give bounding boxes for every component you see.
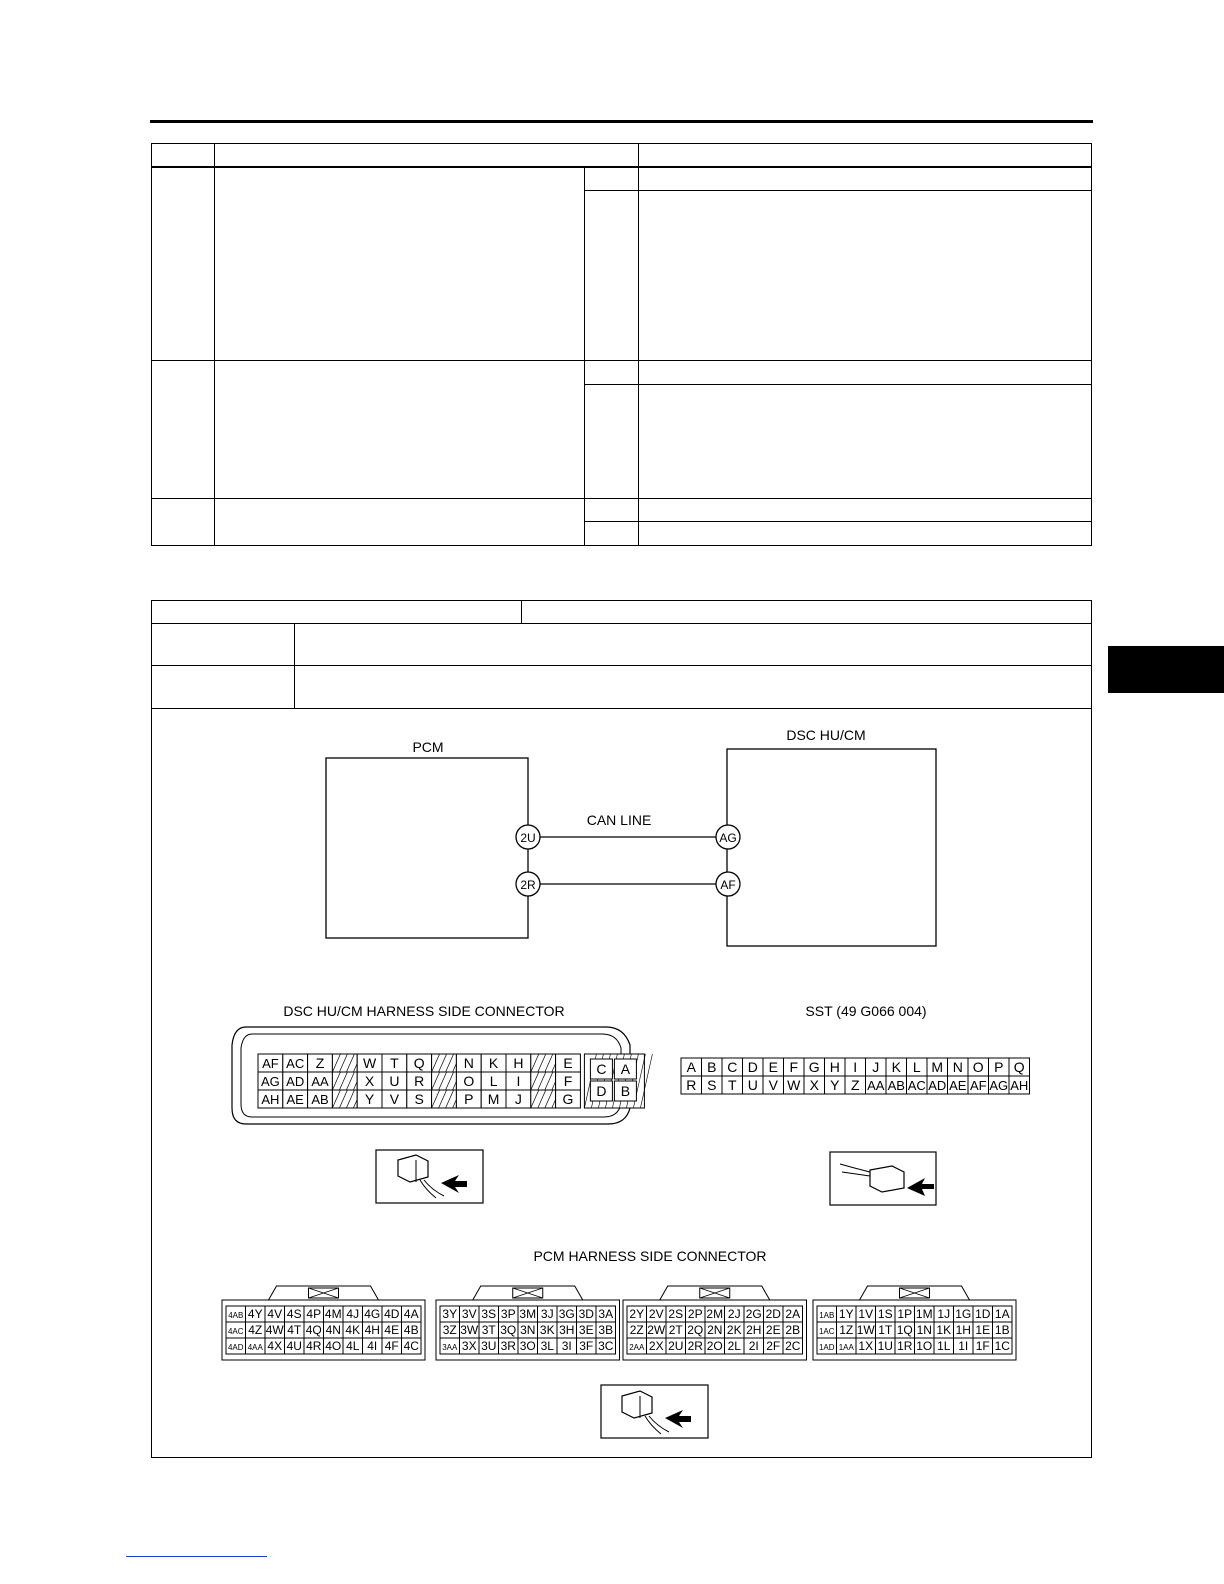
pcm-pin-label: 2T <box>668 1323 683 1337</box>
sst-pin-label: AE <box>949 1078 967 1093</box>
pcm-pin-label: 2U <box>668 1339 684 1353</box>
pcm-pin-label: 1J <box>937 1307 951 1321</box>
pcm-pin-label: 4N <box>325 1323 341 1337</box>
pcm-pin-label: 3X <box>461 1339 477 1353</box>
pcm-pin-label: 3R <box>500 1339 516 1353</box>
dsc-pin-label: U <box>389 1073 400 1089</box>
pcm-pin-label: 4Z <box>248 1323 263 1337</box>
pcm-pin-label: 4E <box>384 1323 400 1337</box>
pcm-pin-label: 3D <box>578 1307 594 1321</box>
sst-pin-label: Q <box>1013 1059 1025 1075</box>
pcm-pin-label: 4Y <box>247 1307 263 1321</box>
pcm-pin-label: 4X <box>267 1339 283 1353</box>
pcm-pin-label: 3O <box>519 1339 536 1353</box>
pcm-pin-label: 3F <box>579 1339 594 1353</box>
sst-pin-label: AB <box>887 1078 905 1093</box>
pcm-pin-label: 1A <box>994 1307 1010 1321</box>
pcm-pin-label: 4B <box>403 1323 419 1337</box>
pcm-pin-label: 1S <box>877 1307 893 1321</box>
pcm-pin-label: 3L <box>540 1339 554 1353</box>
sst-pin-label: AG <box>989 1078 1009 1093</box>
dsc-pin-label: F <box>563 1073 573 1089</box>
pcm-pin-label: 1C <box>994 1339 1010 1353</box>
pcm-pin-label: 4U <box>286 1339 302 1353</box>
dsc-pin-label: M <box>487 1091 500 1107</box>
pcm-pin-label: 2H <box>746 1323 762 1337</box>
pcm-pin-label: 2W <box>647 1323 666 1337</box>
pcm-connector-title: PCM HARNESS SIDE CONNECTOR <box>533 1248 767 1264</box>
sst-pin-label: H <box>829 1059 840 1075</box>
pcm-pin-label: 2P <box>687 1307 703 1321</box>
pcm-pin-label: 2C <box>785 1339 801 1353</box>
dsc-pin-label: AB <box>311 1092 329 1107</box>
pcm-pin-label: 4AA <box>247 1343 263 1352</box>
pcm-pin-label: 4J <box>346 1307 360 1321</box>
pcm-pin-label: 2N <box>707 1323 723 1337</box>
sst-pin-label: J <box>872 1059 880 1075</box>
dsc-pin-label: Y <box>364 1091 375 1107</box>
sst-pin-label: C <box>727 1059 738 1075</box>
pcm-pin-label: 1AD <box>818 1343 835 1352</box>
pcm-pin-label: 4AD <box>227 1343 244 1352</box>
pcm-pin-label: 3W <box>460 1323 479 1337</box>
pcm-pin-label: 2K <box>726 1323 742 1337</box>
terminal-ag-label: AG <box>719 831 737 845</box>
sst-pin-label: O <box>972 1059 984 1075</box>
pcm-pin-label: 1M <box>915 1307 933 1321</box>
dsc-pin-label: S <box>414 1091 424 1107</box>
pcm-pin-label: 1D <box>975 1307 991 1321</box>
dsc-pin-label: V <box>389 1091 400 1107</box>
pcm-pin-label: 2L <box>727 1339 741 1353</box>
dsc-pin-label: L <box>489 1073 498 1089</box>
pcm-pin-label: 2R <box>687 1339 703 1353</box>
sst-pin-label: K <box>891 1059 901 1075</box>
pcm-pin-label: 1T <box>878 1323 893 1337</box>
dsc-box <box>727 749 936 946</box>
dsc-pin-label: J <box>514 1091 522 1107</box>
pcm-pin-label: 2Q <box>687 1323 704 1337</box>
pcm-pin-label: 3Z <box>442 1323 457 1337</box>
pcm-pin-label: 4O <box>325 1339 342 1353</box>
dsc-pin-label: R <box>414 1073 425 1089</box>
dsc-pin-label: Q <box>413 1055 425 1071</box>
pcm-pin-label: 1P <box>897 1307 913 1321</box>
dsc-side-pin-label: D <box>596 1083 607 1099</box>
pcm-pin-label: 2D <box>765 1307 781 1321</box>
pcm-pin-label: 2B <box>785 1323 801 1337</box>
connector-view-icon <box>830 1152 936 1205</box>
pcm-pin-label: 1B <box>994 1323 1010 1337</box>
pcm-pin-label: 2O <box>706 1339 723 1353</box>
pcm-pin-label: 1W <box>856 1323 875 1337</box>
dsc-side-pin-label: C <box>596 1061 607 1077</box>
dsc-side-pin-label: B <box>620 1083 631 1099</box>
sst-pin-label: L <box>912 1059 921 1075</box>
pcm-pin-label: 3N <box>520 1323 536 1337</box>
pcm-pin-label: 1N <box>916 1323 932 1337</box>
pcm-pin-label: 1K <box>936 1323 952 1337</box>
pcm-pin-label: 3V <box>461 1307 477 1321</box>
sst-pin-label: AH <box>1010 1078 1029 1093</box>
sst-pin-label: T <box>727 1077 737 1093</box>
pcm-pin-label: 4G <box>364 1307 381 1321</box>
dsc-pin-label: AE <box>286 1092 304 1107</box>
pcm-pin-label: 3T <box>481 1323 496 1337</box>
pcm-pin-label: 1X <box>858 1339 874 1353</box>
dsc-pin-label: AG <box>261 1074 280 1089</box>
pcm-pin-label: 1U <box>877 1339 893 1353</box>
pcm-pin-label: 2J <box>727 1307 741 1321</box>
sst-pin-label: M <box>931 1059 944 1075</box>
pcm-pin-label: 4L <box>346 1339 360 1353</box>
pcm-pin-label: 3C <box>598 1339 614 1353</box>
dsc-pin-label: Z <box>315 1055 325 1071</box>
dsc-pin-label: AA <box>311 1074 329 1089</box>
sst-pin-label: U <box>747 1077 758 1093</box>
sst-pin-label: F <box>789 1059 799 1075</box>
pcm-connector-grid <box>222 1286 1016 1360</box>
sst-pin-label: E <box>768 1059 778 1075</box>
dsc-pin-label: X <box>364 1073 375 1089</box>
pcm-pin-label: 3P <box>500 1307 516 1321</box>
terminal-af-label: AF <box>720 878 736 892</box>
pcm-pin-label: 3I <box>561 1339 572 1353</box>
pcm-pin-label: 1AB <box>819 1311 835 1320</box>
pcm-pin-label: 4V <box>267 1307 283 1321</box>
pcm-pin-label: 1E <box>975 1323 991 1337</box>
sst-pin-label: V <box>768 1077 778 1093</box>
pcm-pin-label: 4R <box>306 1339 322 1353</box>
sst-connector-grid <box>681 1058 1030 1094</box>
pcm-pin-label: 4P <box>306 1307 322 1321</box>
sst-pin-label: I <box>853 1059 858 1075</box>
dsc-pin-label: P <box>464 1091 474 1107</box>
sst-pin-label: AA <box>867 1078 885 1093</box>
sst-pin-label: A <box>686 1059 696 1075</box>
sst-pin-label: D <box>747 1059 758 1075</box>
sst-pin-label: AC <box>907 1078 926 1093</box>
pcm-pin-label: 3K <box>539 1323 555 1337</box>
pcm-pin-label: 2X <box>648 1339 664 1353</box>
pcm-pin-label: 3M <box>519 1307 537 1321</box>
sst-pin-label: AF <box>969 1078 987 1093</box>
pcm-pin-label: 1L <box>937 1339 951 1353</box>
pcm-pin-label: 2G <box>745 1307 762 1321</box>
connector-view-icon <box>601 1385 708 1438</box>
can-line-label: CAN LINE <box>586 812 652 828</box>
pcm-pin-label: 1V <box>858 1307 874 1321</box>
pcm-pin-label: 1Q <box>896 1323 913 1337</box>
pcm-pin-label: 3E <box>578 1323 594 1337</box>
terminal-2u-label: 2U <box>520 831 536 845</box>
pcm-pin-label: 2A <box>785 1307 801 1321</box>
dsc-pin-label: K <box>488 1055 499 1071</box>
pcm-pin-label: 4F <box>384 1339 399 1353</box>
pcm-pin-label: 4W <box>265 1323 284 1337</box>
pcm-pin-label: 4M <box>324 1307 342 1321</box>
dsc-pin-label: E <box>563 1055 573 1071</box>
pcm-pin-label: 1F <box>975 1339 990 1353</box>
dsc-pin-label: H <box>513 1055 524 1071</box>
sst-pin-label: G <box>808 1059 820 1075</box>
dsc-label: DSC HU/CM <box>786 727 866 743</box>
pcm-pin-label: 3AA <box>442 1343 458 1352</box>
pcm-pin-label: 3B <box>598 1323 614 1337</box>
pcm-pin-label: 2M <box>706 1307 724 1321</box>
pcm-pin-label: 3Q <box>500 1323 517 1337</box>
pcm-pin-label: 4AB <box>228 1311 244 1320</box>
pcm-pin-label: 2S <box>668 1307 684 1321</box>
sst-pin-label: N <box>952 1059 963 1075</box>
dsc-pin-label: AH <box>261 1092 280 1107</box>
pcm-pin-label: 4C <box>403 1339 419 1353</box>
sst-pin-label: AD <box>928 1078 947 1093</box>
pcm-pin-label: 1I <box>958 1339 969 1353</box>
pcm-pin-label: 1H <box>955 1323 971 1337</box>
pcm-pin-label: 2Y <box>629 1307 645 1321</box>
dsc-connector-grid <box>258 1054 652 1108</box>
pcm-pin-label: 2I <box>748 1339 759 1353</box>
dsc-pin-label: T <box>390 1055 399 1071</box>
terminal-2r-label: 2R <box>520 878 536 892</box>
pcm-pin-label: 1Z <box>839 1323 854 1337</box>
pcm-pin-label: 3H <box>559 1323 575 1337</box>
sst-pin-label: W <box>787 1077 801 1093</box>
pcm-pin-label: 4D <box>384 1307 400 1321</box>
pcm-pin-label: 3G <box>558 1307 575 1321</box>
pcm-pin-label: 1O <box>916 1339 933 1353</box>
pcm-pin-label: 2F <box>766 1339 781 1353</box>
sst-title: SST (49 G066 004) <box>805 1003 927 1019</box>
pcm-pin-label: 4I <box>367 1339 378 1353</box>
dsc-connector-title: DSC HU/CM HARNESS SIDE CONNECTOR <box>283 1003 565 1019</box>
pcm-pin-label: 4S <box>286 1307 302 1321</box>
pcm-pin-label: 3S <box>481 1307 497 1321</box>
pcm-pin-label: 4A <box>403 1307 419 1321</box>
dsc-pin-label: N <box>463 1055 474 1071</box>
pcm-pin-label: 4AC <box>227 1327 244 1336</box>
sst-pin-label: R <box>686 1077 697 1093</box>
pcm-pin-label: 1AA <box>838 1343 854 1352</box>
dsc-side-pin-label: A <box>620 1061 631 1077</box>
dsc-pin-label: W <box>362 1055 377 1071</box>
pcm-pin-label: 1R <box>897 1339 913 1353</box>
pcm-pin-label: 3U <box>481 1339 497 1353</box>
pcm-pin-label: 2E <box>765 1323 781 1337</box>
pcm-pin-label: 1AC <box>818 1327 835 1336</box>
sst-pin-label: Z <box>850 1077 860 1093</box>
dsc-pin-label: AC <box>286 1056 305 1071</box>
pcm-pin-label: 4T <box>287 1323 302 1337</box>
sst-pin-label: X <box>809 1077 819 1093</box>
pcm-pin-label: 4K <box>345 1323 361 1337</box>
dsc-pin-label: I <box>516 1073 521 1089</box>
sst-pin-label: B <box>707 1059 717 1075</box>
pcm-pin-label: 3J <box>540 1307 554 1321</box>
pcm-pin-label: 4H <box>364 1323 380 1337</box>
pcm-box <box>326 758 528 938</box>
pcm-pin-label: 2AA <box>629 1343 645 1352</box>
dsc-pin-label: AF <box>262 1056 279 1071</box>
sst-pin-label: Y <box>830 1077 840 1093</box>
pcm-label: PCM <box>412 739 444 755</box>
dsc-pin-label: O <box>463 1073 475 1089</box>
sst-pin-label: P <box>994 1059 1004 1075</box>
dsc-pin-label: AD <box>286 1074 305 1089</box>
pcm-pin-label: 4Q <box>305 1323 322 1337</box>
pcm-pin-label: 2Z <box>629 1323 644 1337</box>
pcm-pin-label: 3A <box>598 1307 614 1321</box>
pcm-pin-label: 3Y <box>442 1307 458 1321</box>
dsc-pin-label: G <box>562 1091 574 1107</box>
sst-pin-label: S <box>707 1077 717 1093</box>
pcm-pin-label: 2V <box>648 1307 664 1321</box>
pcm-pin-label: 1Y <box>838 1307 854 1321</box>
pcm-pin-label: 1G <box>955 1307 972 1321</box>
connector-view-icon <box>376 1150 483 1203</box>
